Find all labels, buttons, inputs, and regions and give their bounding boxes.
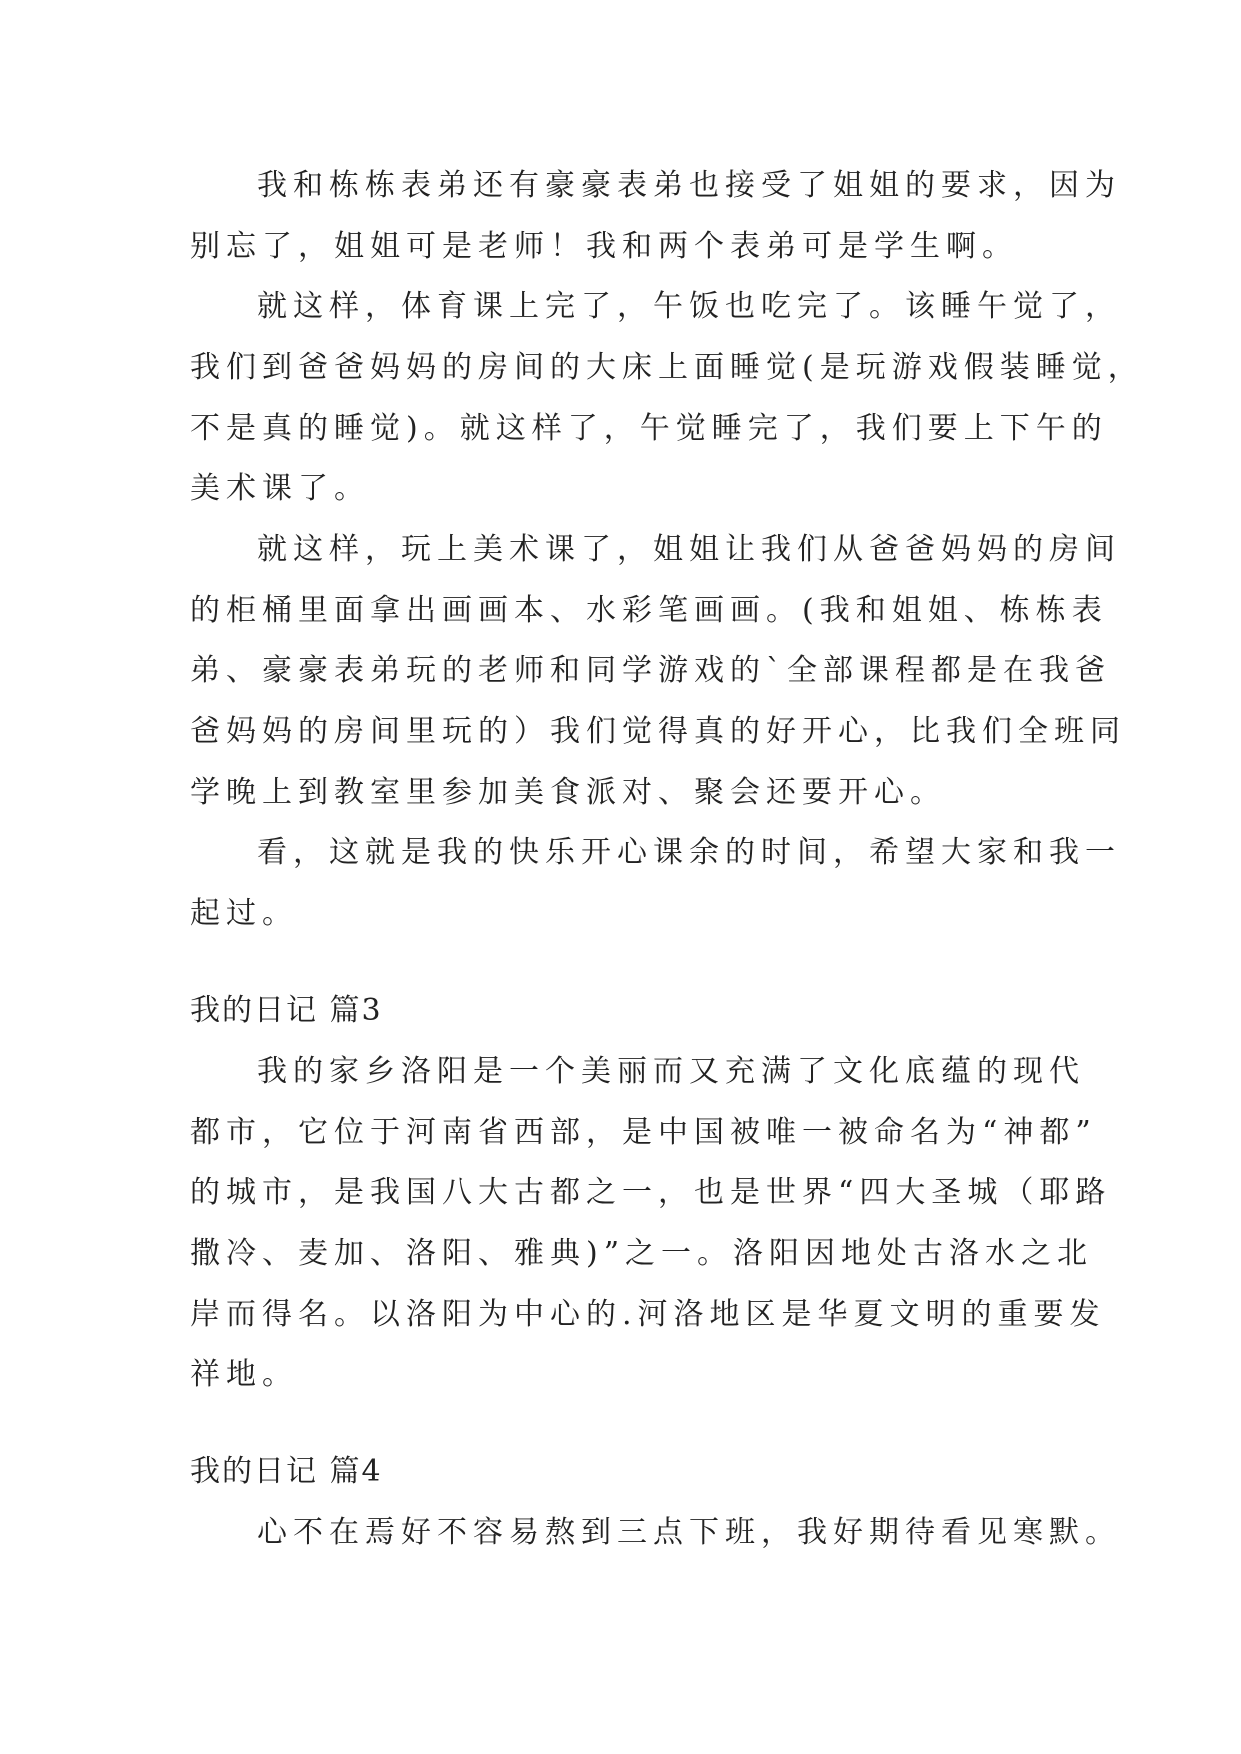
paragraph-line: 我们到爸爸妈妈的房间的大床上面睡觉(是玩游戏假装睡觉，: [190, 350, 1144, 385]
paragraph-line: 起过。: [190, 896, 298, 931]
paragraph-line: 不是真的睡觉)。就这样了，午觉睡完了，我们要上下午的: [190, 411, 1108, 446]
paragraph-line: 就这样，体育课上完了，午饭也吃完了。该睡午觉了，: [257, 289, 1121, 324]
paragraph-line: 爸妈妈的房间里玩的）我们觉得真的好开心，比我们全班同: [190, 714, 1126, 749]
paragraph-line: 看，这就是我的快乐开心课余的时间，希望大家和我一: [257, 835, 1121, 870]
section-heading: 我的日记 篇3: [190, 993, 383, 1028]
paragraph-line: 我和栋栋表弟还有豪豪表弟也接受了姐姐的要求，因为: [257, 168, 1121, 203]
paragraph-line: 岸而得名。以洛阳为中心的.河洛地区是华夏文明的重要发: [190, 1297, 1106, 1332]
paragraph-line: 弟、豪豪表弟玩的老师和同学游戏的`全部课程都是在我爸: [190, 653, 1111, 688]
paragraph-line: 就这样，玩上美术课了，姐姐让我们从爸爸妈妈的房间: [257, 532, 1121, 567]
paragraph-line: 美术课了。: [190, 471, 370, 506]
paragraph-line: 撒冷、麦加、洛阳、雅典)”之一。洛阳因地处古洛水之北: [190, 1236, 1094, 1271]
paragraph-line: 的柜桶里面拿出画画本、水彩笔画画。(我和姐姐、栋栋表: [190, 593, 1108, 628]
paragraph-line: 别忘了，姐姐可是老师！我和两个表弟可是学生啊。: [190, 229, 1018, 264]
paragraph-line: 都市，它位于河南省西部，是中国被唯一被命名为“神都”: [190, 1115, 1097, 1150]
paragraph-line: 心不在焉好不容易熬到三点下班，我好期待看见寒默。: [257, 1515, 1121, 1550]
paragraph-line: 我的家乡洛阳是一个美丽而又充满了文化底蕴的现代: [257, 1054, 1085, 1089]
paragraph-line: 祥地。: [190, 1357, 298, 1392]
section-heading: 我的日记 篇4: [190, 1454, 383, 1489]
paragraph-line: 学晚上到教室里参加美食派对、聚会还要开心。: [190, 775, 946, 810]
paragraph-line: 的城市，是我国八大古都之一，也是世界“四大圣城（耶路: [190, 1175, 1112, 1210]
